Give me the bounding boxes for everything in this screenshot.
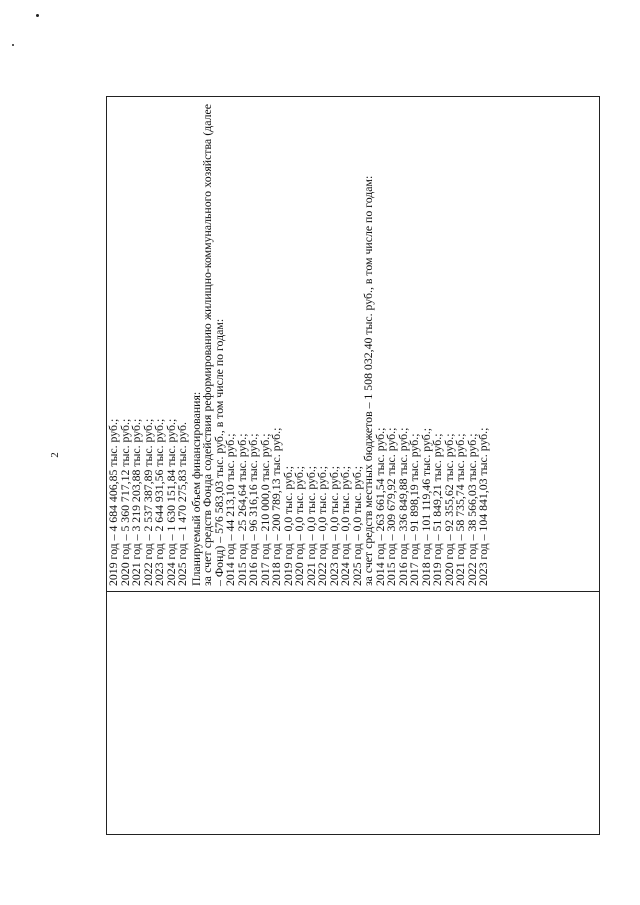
fund-year-line: 2020 год – 0,0 тыс. руб.; [292, 465, 306, 586]
fund-year-line: 2015 год – 25 264,64 тыс. руб.; [234, 433, 249, 586]
year-line: 2024 год – 1 630 151,84 тыс. руб.; [163, 418, 178, 586]
local-budget-paragraph: за счет средств местных бюджетов – 1 508 032,40 тыс. руб., в том числе по годам: [361, 175, 375, 586]
column-divider [107, 591, 599, 592]
local-year-line: 2021 год – 58 735,74 тыс. руб.; [453, 433, 467, 586]
local-year-line: 2016 год – 336 849,88 тыс. руб.; [395, 427, 410, 586]
fund-year-line: 2022 год – 0,0 тыс. руб.; [315, 465, 329, 586]
local-year-line: 2015 год – 309 679,92 тыс. руб.; [384, 427, 398, 586]
fund-year-line: 2025 год – 0,0 тыс. руб.; [349, 465, 364, 586]
fund-year-line: 2021 год – 0,0 тыс. руб.; [303, 465, 318, 586]
page-number: 2 [48, 452, 61, 458]
financing-content [107, 98, 599, 590]
fund-year-line: 2018 год – 200 789,13 тыс. руб.; [269, 427, 283, 586]
scan-speck [36, 14, 39, 17]
local-year-line: 2014 год – 263 661,54 тыс. руб.; [372, 427, 387, 586]
local-year-line: 2019 год – 51 849,21 тыс. руб.; [430, 433, 444, 586]
fund-year-line: 2017 год – 210 000,0 тыс. руб.; [257, 433, 272, 586]
year-line: 2025 год – 1 470 275,83 тыс. руб. [175, 422, 189, 586]
local-year-line: 2023 год – 104 841,03 тыс. руб.; [476, 427, 490, 586]
year-line: 2022 год – 2 537 387,89 тыс. руб.; [140, 418, 155, 586]
year-line: 2019 год – 4 684 406,85 тыс. руб.; [106, 418, 120, 586]
year-line: 2020 год – 5 360 717,12 тыс. руб.; [117, 418, 132, 586]
local-year-line: 2020 год – 92 355,62 тыс. руб.; [441, 433, 456, 586]
financing-heading: Планируемый объем финансирования: [188, 391, 203, 586]
year-line: 2021 год – 3 219 203,88 тыс. руб.; [129, 418, 143, 586]
scan-speck [12, 44, 14, 46]
local-year-line: 2018 год – 101 119,46 тыс. руб.; [418, 428, 433, 586]
local-year-line: 2017 год – 91 898,19 тыс. руб.; [407, 433, 421, 586]
fund-year-line: 2023 год – 0,0 тыс. руб.; [326, 465, 341, 586]
fund-year-line: 2014 год – 44 213,10 тыс. руб.; [223, 433, 237, 586]
fund-year-line: 2019 год – 0,0 тыс. руб.; [280, 465, 295, 586]
year-line: 2023 год – 2 644 931,56 тыс. руб.; [152, 418, 166, 586]
fund-year-line: 2024 год – 0,0 тыс. руб.; [338, 465, 352, 586]
fund-year-line: 2016 год – 96 316,16 тыс. руб.; [246, 433, 260, 586]
fund-paragraph: за счет средств Фонда содействия реформированию жилищно-коммунального хозяйства (далее – Фонд) – 576 583,03 тыс. руб., в том числе по годам: [200, 104, 226, 586]
local-year-line: 2022 год – 38 566,03 тыс. руб.; [464, 433, 479, 586]
